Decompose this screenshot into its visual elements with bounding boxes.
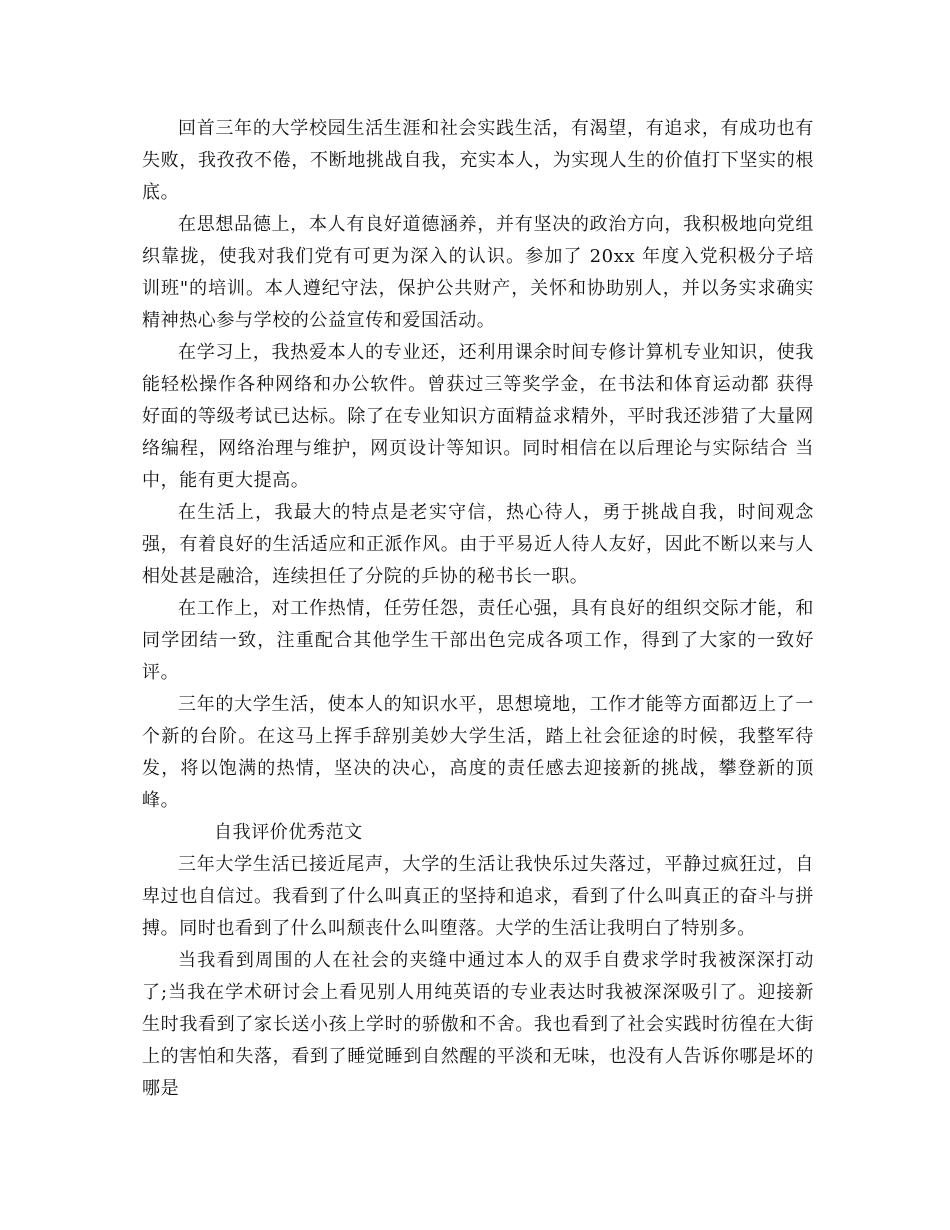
paragraph-study: 在学习上，我热爱本人的专业还，还利用课余时间专修计算机专业知识，使我能轻松操作各种网络和办公软件。曾获过三等奖学金，在书法和体育运动都 获得好面的等级考试已达标。除了在专业知识方面精益求精外，平时我还涉猎了大量网络编程，网络治理与维护，网页设计等知识。同时相信在以后理论与实际结合 当中，能有更大提高。 <box>142 342 814 491</box>
paragraph-life: 在生活上，我最大的特点是老实守信，热心待人，勇于挑战自我，时间观念强，有着良好的生活适应和正派作风。由于平易近人待人友好，因此不断以来与人相处甚是融洽，连续担任了分院的乒协的秘书长一职。 <box>142 502 814 587</box>
paragraph-observations: 当我看到周围的人在社会的夹缝中通过本人的双手自费求学时我被深深打动了;当我在学术研讨会上看见别人用纯英语的专业表达时我被深深吸引了。迎接新生时我看到了家长送小孩上学时的骄傲和不舍。我也看到了社会实践时彷徨在大街上的害怕和失落，看到了睡觉睡到自然醒的平淡和无味，也没有人告诉你哪是坏的哪是 <box>142 950 814 1099</box>
paragraph-intro: 回首三年的大学校园生活生涯和社会实践生活，有渴望，有追求，有成功也有失败，我孜孜不倦，不断地挑战自我，充实本人，为实现人生的价值打下坚实的根底。 <box>142 118 814 203</box>
document-body <box>142 113 814 1105</box>
section-subtitle: 自我评价优秀范文 <box>214 822 363 843</box>
paragraph-summary: 三年的大学生活，使本人的知识水平，思想境地，工作才能等方面都迈上了一个新的台阶。在这马上挥手辞别美妙大学生活，踏上社会征途的时候，我整军待发，将以饱满的热情，坚决的决心，高度的责任感去迎接新的挑战，攀登新的顶峰。 <box>142 694 814 811</box>
paragraph-college-life: 三年大学生活已接近尾声，大学的生活让我快乐过失落过，平静过疯狂过，自卑过也自信过。我看到了什么叫真正的坚持和追求，看到了什么叫真正的奋斗与拼搏。同时也看到了什么叫颓丧什么叫堕落。大学的生活让我明白了特别多。 <box>142 854 814 939</box>
paragraph-ideology: 在思想品德上，本人有良好道德涵养，并有坚决的政治方向，我积极地向党组织靠拢，使我对我们党有可更为深入的认识。参加了 20xx 年度入党积极分子培训班"的培训。本人遵纪守法，保护公共财产，关怀和协助别人，并以务实求确实精神热心参与学校的公益宣传和爱国活动。 <box>142 214 814 331</box>
paragraph-work: 在工作上，对工作热情，任劳任怨，责任心强，具有良好的组织交际才能，和同学团结一致，注重配合其他学生干部出色完成各项工作，得到了大家的一致好评。 <box>142 598 814 683</box>
